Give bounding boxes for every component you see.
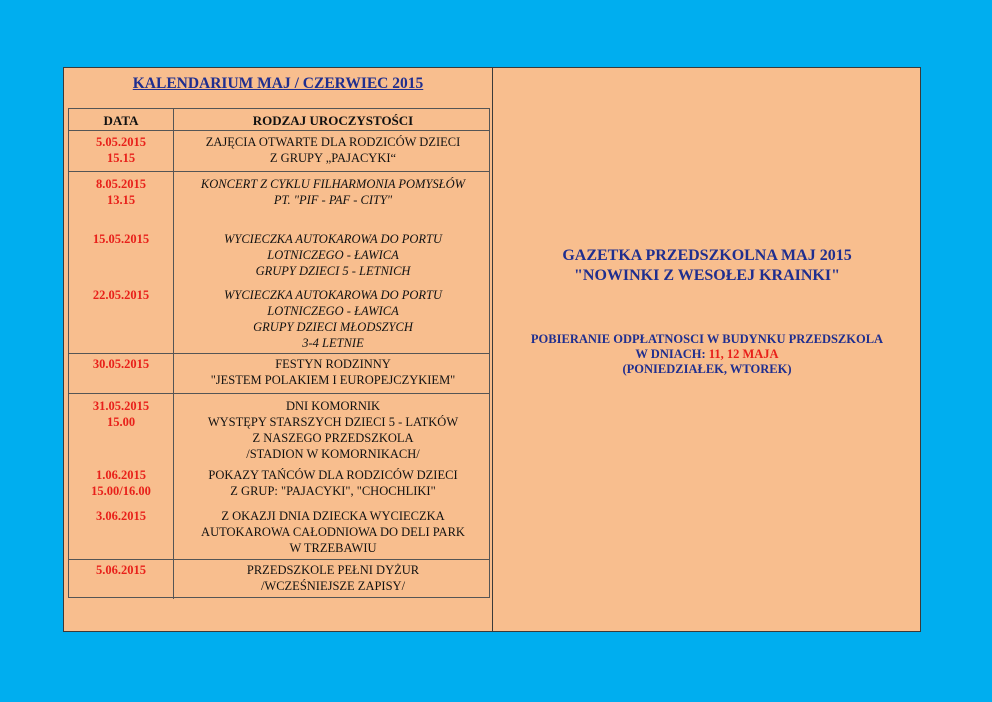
row-description: WYCIECZKA AUTOKAROWA DO PORTU LOTNICZEGO - ŁAWICA GRUPY DZIECI 5 - LETNICH [223,232,443,278]
row-description: FESTYN RODZINNY "JESTEM POLAKIEM I EUROPEJCZYKIEM" [210,357,456,387]
payment-days: 11, 12 MAJA [708,347,779,361]
row-date: 5.05.2015 15.15 [96,135,146,165]
row-date: 3.06.2015 [96,509,146,523]
newsletter-title: GAZETKA PRZEDSZKOLNA MAJ 2015 "NOWINKI Z WESOŁEJ KRAINKI" [562,247,852,284]
table-column-separator [173,109,174,599]
row-separator [69,130,489,131]
row-separator [69,559,489,560]
row-separator [69,353,489,354]
row-description: POKAZY TAŃCÓW DLA RODZICÓW DZIECI Z GRUP: "PAJACYKI", "CHOCHLIKI" [208,468,458,498]
newsletter-panel [63,67,921,632]
header-event-type: RODZAJ UROCZYSTOŚCI [252,113,414,128]
row-date: 8.05.2015 13.15 [96,177,146,207]
payment-info: POBIERANIE ODPŁATNOSCI W BUDYNKU PRZEDSZKOLA W DNIACH: 11, 12 MAJA (PONIEDZIAŁEK, WTOREK) [530,332,884,376]
row-description: ZAJĘCIA OTWARTE DLA RODZICÓW DZIECI Z GRUPY „PAJACYKI“ [205,135,461,165]
row-date: 5.06.2015 [96,563,146,577]
row-date: 30.05.2015 [92,357,150,371]
calendar-title: KALENDARIUM MAJ / CZERWIEC 2015 [132,75,424,92]
row-date: 31.05.2015 15.00 [92,399,150,429]
row-description: PRZEDSZKOLE PEŁNI DYŻUR /WCZEŚNIEJSZE ZAPISY/ [246,563,420,593]
row-description: WYCIECZKA AUTOKAROWA DO PORTU LOTNICZEGO - ŁAWICA GRUPY DZIECI MŁODSZYCH 3-4 LETNIE [223,288,443,350]
row-date: 15.05.2015 [92,232,150,246]
row-description: KONCERT Z CYKLU FILHARMONIA POMYSŁÓW PT. "PIF - PAF - CITY" [200,177,466,207]
row-separator [69,171,489,172]
events-table [68,108,490,598]
row-separator [69,393,489,394]
row-date: 22.05.2015 [92,288,150,302]
header-date: DATA [103,113,139,128]
row-date: 1.06.2015 15.00/16.00 [91,468,151,498]
row-description: DNI KOMORNIK WYSTĘPY STARSZYCH DZIECI 5 - LATKÓW Z NASZEGO PRZEDSZKOLA /STADION W KOMORNIKACH/ [207,399,459,461]
row-description: Z OKAZJI DNIA DZIECKA WYCIECZKA AUTOKAROWA CAŁODNIOWA DO DELI PARK W TRZEBAWIU [201,509,465,555]
